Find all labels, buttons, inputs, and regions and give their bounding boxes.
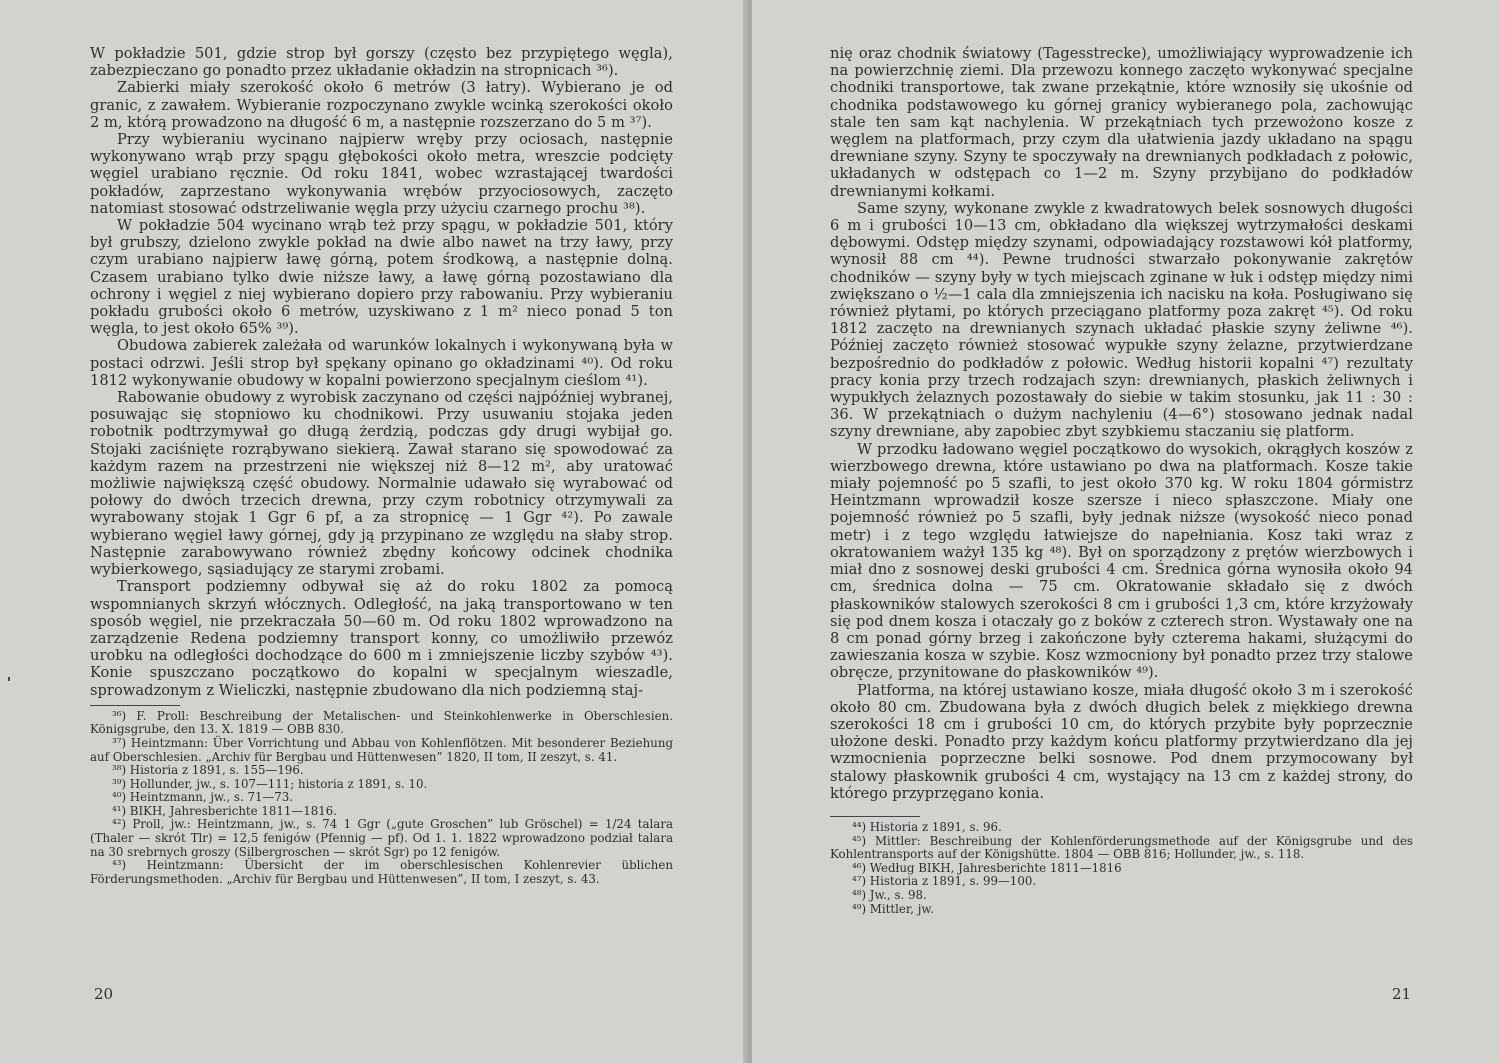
left-page — [0, 0, 748, 1063]
paragraph: Przy wybieraniu wycinano najpierw wręby przy ociosach, następnie wykonywano wrąb przy spągu głębokości około metra, wreszcie podcięty węgiel urabiano ręcznie. Od roku 1841, wobec wzrastającej twardości pokładów, zaprzestano wykonywania wrębów przyociosowych, zaczęto natomiast stosować odstrzeliwanie węgla przy użyciu czarnego prochu ³⁸). — [90, 131, 673, 217]
footnote: ⁴³) Heintzmann: Übersicht der im oberschlesischen Kohlenrevier üblichen Förderungsmethoden. „Archiv für Bergbau und Hüttenwesen”, II tom, I zeszyt, s. 43. — [90, 858, 673, 886]
paragraph: Transport podziemny odbywał się aż do roku 1802 za pomocą wspomnianych skrzyń włócznych. Odległość, na jaką transportowano w ten sposób węgiel, nie przekraczała 50—60 m. Od roku 1802 wprowadzono na zarządzenie Redena podziemny transport konny, co umożliwiło przewóz urobku na odległości dochodzące do 600 m i zmniejszenie liczby szybów ⁴³). Konie spuszczano początkowo do kopalni w specjalnym wieszadle, sprowadzonym z Wieliczki, następnie zbudowano dla nich podziemną staj- — [90, 578, 673, 699]
footnote: ³⁸) Historia z 1891, s. 155—196. — [112, 763, 304, 778]
right-footnotes — [830, 821, 1413, 916]
footnote: ³⁷) Heintzmann: Über Vorrichtung und Abbau von Kohlenflötzen. Mit besonderer Beziehung auf Oberschlesien. „Archiv für Bergbau und Hüttenwesen” 1820, II tom, II zeszyt, s. 41. — [90, 735, 673, 764]
right-body-text — [830, 45, 1413, 802]
footnote: ⁴⁹) Mittler, jw. — [852, 901, 934, 916]
paragraph: Same szyny, wykonane zwykle z kwadratowych belek sosnowych długości 6 m i grubości 10—13 cm, obkładano dla większej wytrzymałości deskami dębowymi. Odstęp między szynami, odpowiadający rozstawowi kół platformy, wynosił 88 cm ⁴⁴). Pewne trudności stwarzało pokonywanie zakrętów chodników — szyny były w tych miejscach zginane w łuk i odstęp między nimi zwiększano o ½—1 cala dla zmniejszenia ich nacisku na koła. Posługiwano się również płytami, po których przeciągano platformy poza zakręt ⁴⁵). Od roku 1812 zaczęto na drewnianych szynach układać płaskie szyny żeliwne ⁴⁶). Później zaczęto również stosować wypukłe szyny żelazne, przytwierdzane bezpośrednio do podkładów z połowic. Według historii kopalni ⁴⁷) rezultaty pracy konia przy trzech rodzajach szyn: drewnianych, płaskich żeliwnych i wypukłych żelaznych pozostawały do siebie w takim stosunku, jak 11 : 30 : 36. W przekątniach o dużym nachyleniu (4—6°) stosowano jednak nadal szyny drewniane, aby zapobiec zbyt szybkiemu staczaniu się platform. — [830, 199, 1413, 441]
left-column — [90, 45, 673, 886]
scan-speck — [8, 677, 10, 681]
paragraph: Rabowanie obudowy z wyrobisk zaczynano od części najpóźniej wybranej, posuwając się stopniowo ku chodnikowi. Przy usuwaniu stojaka jeden robotnik podtrzymywał go długą żerdzią, podczas gdy drugi wybijał go. Stojaki zaciśnięte rozrąbywano siekierą. Zawał starano się spowodować za każdym razem na przestrzeni nie większej niż 8—12 m², aby uratować możliwie największą część obudowy. Normalnie udawało się wyrabować od połowy do dwóch trzecich drewna, przy czym robotnicy otrzymywali za wyrabowany stojak 1 Ggr 6 pf, a za stropnicę — 1 Ggr ⁴²). Po zawale wybierano węgiel ławy górnej, gdy ją przypinano ze względu na słaby strop. Następnie zarabowywano również zbędny końcowy odcinek chodnika wybierkowego, sąsiadujący ze starymi zrobami. — [90, 389, 673, 579]
paragraph: nię oraz chodnik światowy (Tagesstrecke), umożliwiający wyprowadzenie ich na powierzchnię ziemi. Dla przewozu konnego zaczęto wykonywać specjalne chodniki transportowe, tak zwane przekątnie, które wznosiły się ukośnie od chodnika podstawowego ku górnej granicy wybieranego pola, zachowując stale ten sam kąt nachylenia. W przekątniach tych przewożono kosze z węglem na platformach, przy czym dla ułatwienia jazdy układano na spągu drewniane szyny. Szyny te spoczywały na drewnianych podkładach z połowic, układanych w odstępach co 1—2 m. Szyny przybijano do podkładów drewnianymi kołkami. — [830, 45, 1413, 200]
footnote: ⁴⁶) Według BIKH, Jahresberichte 1811—1816 — [852, 860, 1122, 875]
page-number: 20 — [94, 985, 114, 1003]
paragraph: W pokładzie 504 wycinano wrąb też przy spągu, w pokładzie 501, który był grubszy, dzielono zwykle pokład na dwie albo nawet na trzy ławy, przy czym urabiano najpierw ławę górną, potem środkową, a następnie dolną. Czasem urabiano tylko dwie niższe ławy, a ławę górną pozostawiano dla ochrony i węgiel z niej wybierano dopiero przy rabowaniu. Przy wybieraniu pokładu grubości około 6 metrów, uzyskiwano z 1 m² nieco ponad 5 ton węgla, to jest około 65% ³⁹). — [90, 217, 673, 338]
footnote: ⁴⁵) Mittler: Beschreibung der Kohlenförderungsmethode auf der Königsgrube und des Kohlentransports auf der Königshütte. 1804 — OBB 816; Hollunder, jw., s. 118. — [830, 833, 1413, 862]
paragraph: Platforma, na której ustawiano kosze, miała długość około 3 m i szerokość około 80 cm. Zbudowana była z dwóch długich belek z miękkiego drewna szerokości 18 cm i grubości 10 cm, do których przybite były poprzecznie ułożone deski. Ponadto przy każdym końcu platformy przytwierdzano dla jej wzmocnienia poprzeczne belki sosnowe. Pod dnem przymocowany był stalowy płaskownik grubości 4 cm, wystający na 13 cm z każdej strony, do którego przyprzęgano konia. — [830, 681, 1413, 802]
footnote-separator — [830, 816, 920, 817]
footnote: ⁴¹) BIKH, Jahresberichte 1811—1816. — [112, 803, 337, 818]
paragraph: W pokładzie 501, gdzie strop był gorszy (często bez przypiętego węgla), zabezpieczano go ponadto przez układanie okładzin na stropnicach ³⁶). — [90, 45, 673, 80]
footnote: ⁴⁸) Jw., s. 98. — [852, 887, 927, 902]
footnote-separator — [90, 705, 180, 706]
footnote: ⁴⁰) Heintzmann, jw., s. 71—73. — [112, 790, 294, 805]
footnote: ⁴⁴) Historia z 1891, s. 96. — [852, 819, 1002, 834]
page-number: 21 — [1392, 985, 1412, 1003]
right-column — [830, 45, 1413, 916]
footnote: ³⁶) F. Proll: Beschreibung der Metalischen- und Steinkohlenwerke in Oberschlesien. Königsgrube, den 13. X. 1819 — OBB 830. — [90, 708, 673, 737]
footnote: ³⁹) Hollunder, jw., s. 107—111; historia z 1891, s. 10. — [112, 776, 428, 791]
left-footnotes — [90, 710, 673, 887]
paragraph: Obudowa zabierek zależała od warunków lokalnych i wykonywaną była w postaci odrzwi. Jeśli strop był spękany opinano go okładzinami ⁴⁰). Od roku 1812 wykonywanie obudowy w kopalni powierzono specjalnym cieślom ⁴¹). — [90, 337, 673, 389]
left-body-text — [90, 45, 673, 699]
footnote: ⁴²) Proll, jw.: Heintzmann, jw., s. 74 1 Ggr („gute Groschen” lub Gröschel) = 1/24 talara (Thaler — skrót Tlr) = 12,5 fenigów (Pfennig — pf). Od 1. 1. 1822 wprowadzono podział talara na 30 srebrnych groszy (Silbergroschen — skrót Sgr) po 12 fenigów. — [90, 817, 673, 859]
paragraph: Zabierki miały szerokość około 6 metrów (3 łatry). Wybierano je od granic, z zawałem. Wybieranie rozpoczynano zwykle wcinką szerokości około 2 m, którą prowadzono na długość 6 m, a następnie rozszerzano do 5 m ³⁷). — [90, 79, 673, 131]
right-page — [752, 0, 1500, 1063]
paragraph: W przodku ładowano węgiel początkowo do wysokich, okrągłych koszów z wierzbowego drewna, które ustawiano po dwa na platformach. Kosze takie miały pojemność po 5 szafli, to jest około 370 kg. W roku 1804 górmistrz Heintzmann wprowadził kosze szersze i nieco spłaszczone. Miały one pojemność również po 5 szafli, były jednak niższe (wysokość nieco ponad metr) i z tego względu łatwiejsze do napełniania. Kosz taki wraz z okratowaniem ważył 135 kg ⁴⁸). Był on sporządzony z prętów wierzbowych i miał dno z sosnowej deski grubości 4 cm. Średnica górna wynosiła około 94 cm, średnica dolna — 75 cm. Okratowanie składało się z dwóch płaskowników stalowych szerokości 8 cm i grubości 1,3 cm, które krzyżowały się pod dnem kosza i otaczały go z boków z czterech stron. Wystawały one na 8 cm ponad górny brzeg i zakończone były czterema hakami, służącymi do zawieszania kosza w szybie. Kosz wzmocniony był ponadto przez trzy stalowe obręcze, przynitowane do płaskowników ⁴⁹). — [830, 440, 1413, 682]
footnote: ⁴⁷) Historia z 1891, s. 99—100. — [852, 874, 1037, 889]
